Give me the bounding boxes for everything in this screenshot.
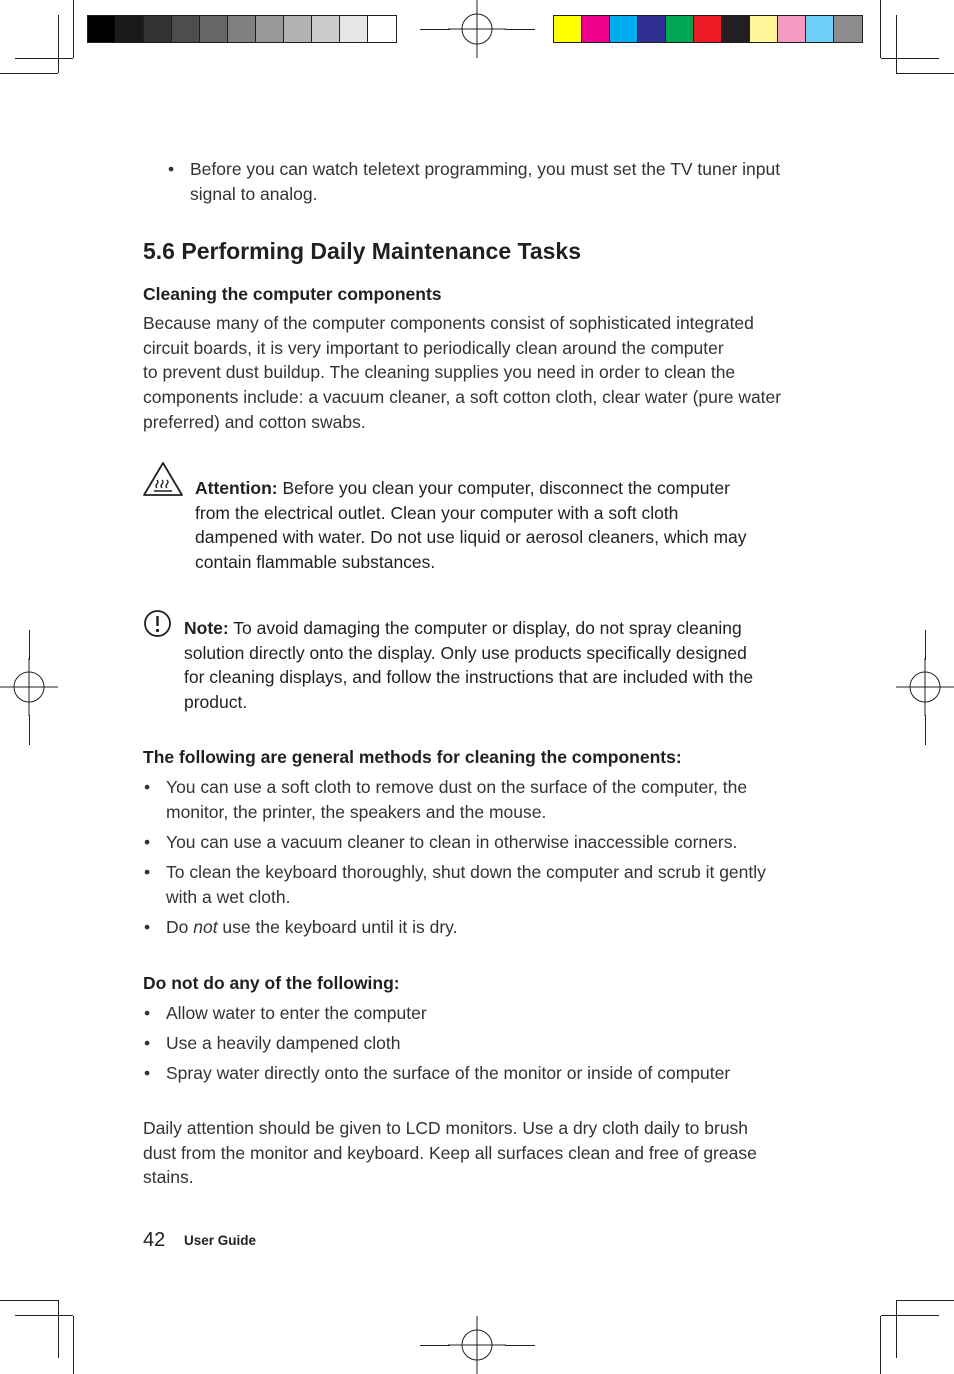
bullet-icon: • bbox=[144, 917, 151, 937]
list-item bbox=[144, 830, 806, 855]
list-item-prefix: Do bbox=[166, 917, 194, 937]
crop-mark bbox=[58, 1300, 59, 1358]
color-swatch bbox=[694, 16, 722, 42]
process-color-bar bbox=[553, 15, 863, 43]
crop-mark bbox=[896, 1300, 954, 1301]
crop-mark bbox=[880, 0, 881, 58]
paragraph-line: preferred) and cotton swabs. bbox=[143, 411, 366, 432]
note-line: for cleaning displays, and follow the instructions that are included with the bbox=[184, 667, 754, 688]
color-swatch bbox=[200, 16, 228, 42]
attention-line: dampened with water. Do not use liquid or aerosol cleaners, which may bbox=[195, 527, 747, 548]
note-exclamation-icon bbox=[143, 609, 172, 638]
list-item-line: You can use a vacuum cleaner to clean in otherwise inaccessible corners. bbox=[166, 832, 738, 852]
list-item-text: Spray water directly onto the surface of the monitor or inside of computer bbox=[166, 1063, 731, 1083]
paragraph-line: Because many of the computer components consist of sophisticated integrated bbox=[143, 313, 754, 333]
registration-line bbox=[420, 29, 450, 30]
section-title: 5.6 Performing Daily Maintenance Tasks bbox=[143, 238, 582, 264]
registration-mark-icon bbox=[448, 1316, 506, 1374]
bullet-icon: • bbox=[144, 1033, 151, 1053]
registration-line bbox=[925, 715, 926, 745]
crop-mark bbox=[0, 73, 58, 74]
cleaning-heading: Cleaning the computer components bbox=[143, 284, 442, 304]
list-item bbox=[144, 775, 806, 824]
attention-line: from the electrical outlet. Clean your computer with a soft cloth bbox=[195, 502, 679, 523]
registration-mark-icon bbox=[0, 658, 58, 716]
methods-heading: The following are general methods for cleaning the components: bbox=[143, 747, 682, 767]
intro-bullet bbox=[168, 157, 810, 206]
attention-label: Attention: bbox=[195, 478, 278, 498]
attention-text: Before you clean your computer, disconnect the computer bbox=[277, 478, 730, 498]
color-swatch bbox=[750, 16, 778, 42]
registration-line bbox=[505, 29, 535, 30]
registration-mark-icon bbox=[896, 658, 954, 716]
list-item-emphasis: not bbox=[193, 917, 218, 937]
attention-notice bbox=[195, 476, 815, 575]
note-notice bbox=[184, 616, 824, 715]
crop-mark bbox=[58, 15, 59, 73]
bullet-icon: • bbox=[144, 862, 151, 882]
bullet-icon: • bbox=[144, 832, 151, 852]
list-item-text: Use a heavily dampened cloth bbox=[166, 1033, 401, 1053]
list-item-line: with a wet cloth. bbox=[166, 886, 291, 907]
registration-line bbox=[925, 630, 926, 660]
note-label: Note: bbox=[184, 618, 229, 638]
color-swatch bbox=[368, 16, 396, 42]
list-item bbox=[144, 1031, 806, 1056]
list-item bbox=[144, 860, 806, 909]
bullet-icon: • bbox=[144, 1063, 151, 1083]
footer-label: User Guide bbox=[184, 1233, 257, 1248]
color-swatch bbox=[228, 16, 256, 42]
crop-mark bbox=[15, 1315, 73, 1316]
crop-mark bbox=[881, 58, 939, 59]
bullet-icon: • bbox=[144, 777, 151, 797]
paragraph-line: Daily attention should be given to LCD monitors. Use a dry cloth daily to brush bbox=[143, 1118, 749, 1138]
color-swatch bbox=[256, 16, 284, 42]
registration-line bbox=[29, 630, 30, 660]
color-swatch bbox=[778, 16, 806, 42]
note-text: To avoid damaging the computer or display, do not spray cleaning bbox=[228, 618, 742, 638]
crop-mark bbox=[15, 58, 73, 59]
color-swatch bbox=[312, 16, 340, 42]
color-swatch bbox=[144, 16, 172, 42]
note-line: solution directly onto the display. Only use products specifically designed bbox=[184, 642, 747, 663]
crop-mark bbox=[73, 0, 74, 58]
list-item-text: Allow water to enter the computer bbox=[166, 1003, 427, 1023]
registration-line bbox=[29, 715, 30, 745]
color-swatch bbox=[554, 16, 582, 42]
registration-line bbox=[420, 1345, 450, 1346]
closing-paragraph bbox=[143, 1116, 823, 1190]
crop-mark bbox=[896, 1300, 897, 1358]
color-swatch bbox=[722, 16, 750, 42]
intro-bullet-text: Before you can watch teletext programming, you must set the TV tuner input signal to analog. bbox=[190, 159, 781, 204]
paragraph-line: circuit boards, it is very important to periodically clean around the computer bbox=[143, 337, 724, 358]
bullet-icon: • bbox=[168, 159, 175, 179]
paragraph-line: to prevent dust buildup. The cleaning supplies you need in order to clean the bbox=[143, 362, 736, 383]
crop-mark bbox=[880, 1316, 881, 1374]
page-number: 42 bbox=[143, 1229, 166, 1251]
attention-line: contain flammable substances. bbox=[195, 552, 436, 573]
note-line: product. bbox=[184, 692, 248, 713]
list-item-line: To clean the keyboard thoroughly, shut down the computer and scrub it gently bbox=[166, 862, 766, 882]
color-swatch bbox=[666, 16, 694, 42]
color-swatch bbox=[610, 16, 638, 42]
crop-mark bbox=[0, 1300, 58, 1301]
list-item bbox=[144, 1061, 806, 1086]
list-item-line: You can use a soft cloth to remove dust on the surface of the computer, the bbox=[166, 777, 748, 797]
color-swatch bbox=[284, 16, 312, 42]
list-item bbox=[144, 915, 806, 940]
color-swatch bbox=[340, 16, 368, 42]
grayscale-color-bar bbox=[87, 15, 397, 43]
color-swatch bbox=[582, 16, 610, 42]
bullet-icon: • bbox=[144, 1003, 151, 1023]
donts-heading: Do not do any of the following: bbox=[143, 973, 400, 993]
registration-line bbox=[505, 1345, 535, 1346]
color-swatch bbox=[638, 16, 666, 42]
crop-mark bbox=[73, 1316, 74, 1374]
color-swatch bbox=[116, 16, 144, 42]
color-swatch bbox=[172, 16, 200, 42]
color-swatch bbox=[834, 16, 862, 42]
note-line bbox=[184, 616, 824, 641]
list-item-line: monitor, the printer, the speakers and the mouse. bbox=[166, 801, 547, 822]
hot-surface-warning-icon bbox=[142, 461, 184, 497]
paragraph-line: dust from the monitor and keyboard. Keep all surfaces clean and free of grease bbox=[143, 1142, 757, 1163]
crop-mark bbox=[896, 15, 897, 73]
crop-mark bbox=[881, 1315, 939, 1316]
crop-mark bbox=[896, 73, 954, 74]
list-item bbox=[144, 1001, 806, 1026]
paragraph-line: components include: a vacuum cleaner, a soft cotton cloth, clear water (pure water bbox=[143, 387, 782, 408]
list-item-suffix: use the keyboard until it is dry. bbox=[217, 917, 458, 937]
paragraph-line: stains. bbox=[143, 1167, 194, 1188]
color-swatch bbox=[806, 16, 834, 42]
cleaning-paragraph bbox=[143, 311, 823, 435]
registration-mark-icon bbox=[448, 0, 506, 58]
attention-line bbox=[195, 476, 815, 501]
color-swatch bbox=[88, 16, 116, 42]
